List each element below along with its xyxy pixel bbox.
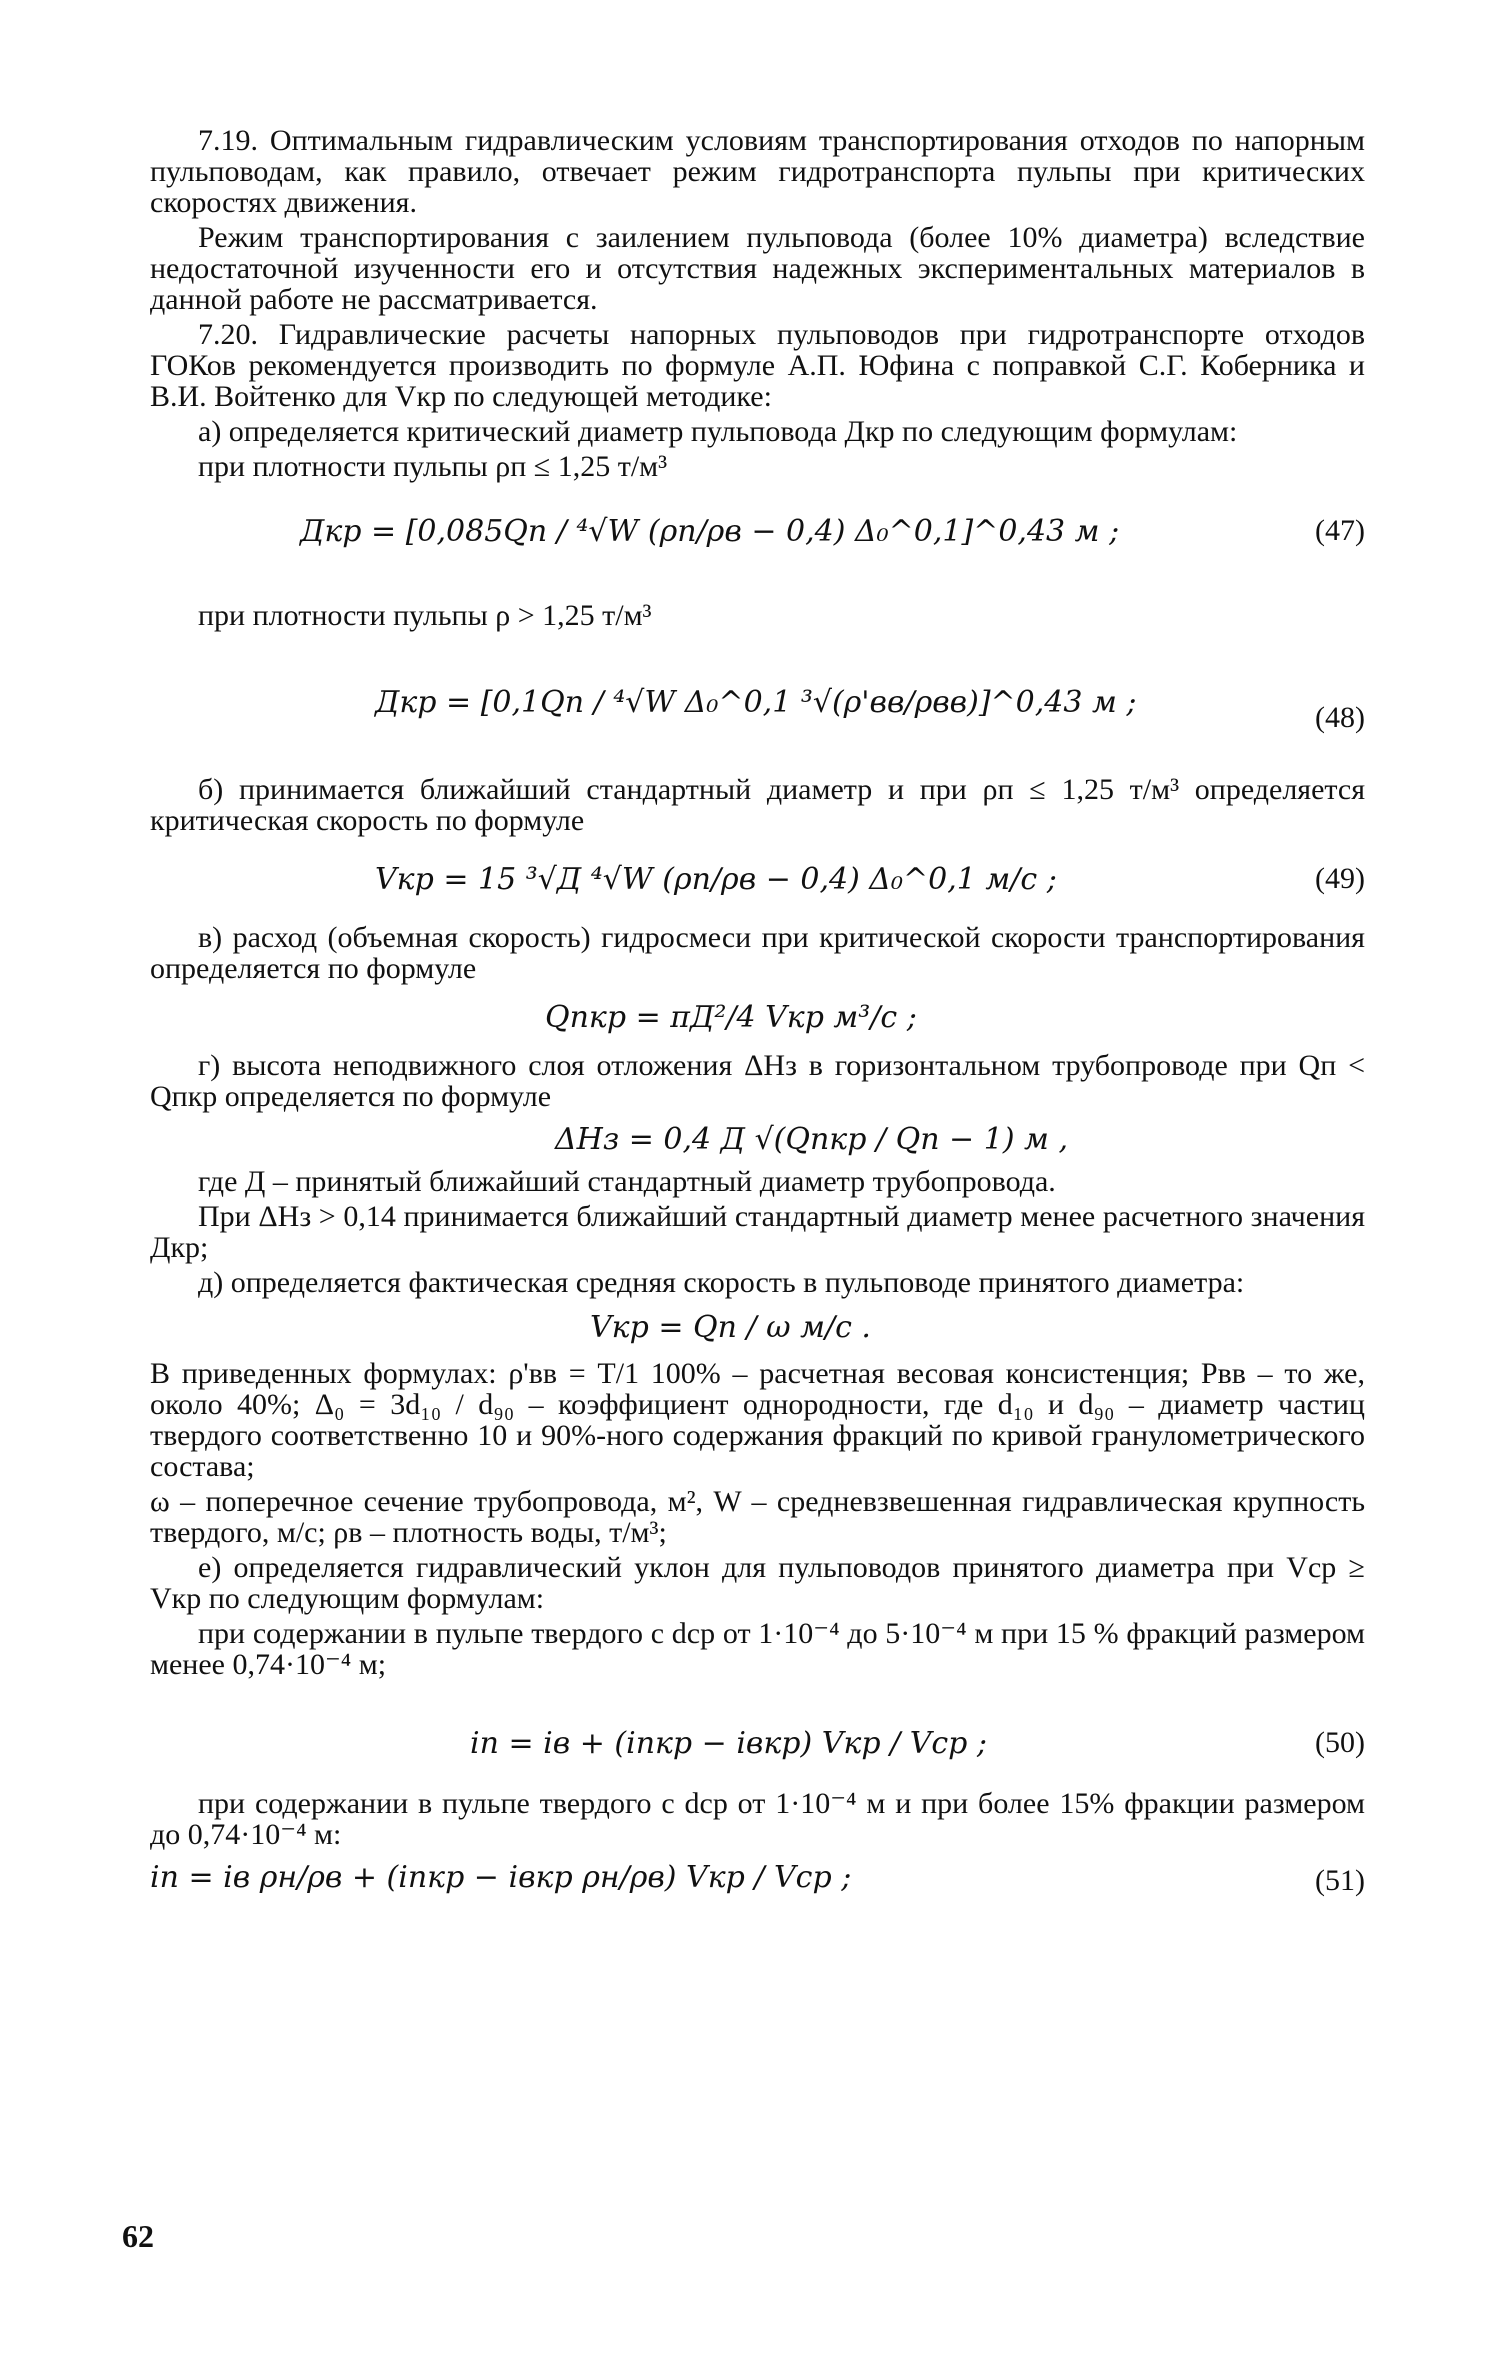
formula-50-number: (50) — [1315, 1726, 1365, 1759]
formula-47-number: (47) — [1315, 514, 1365, 547]
formula-48-expression: Дкр = [0,1Qп / ⁴√W Δ₀^0,1 ³√(ρ'вв/ρвв)]^0,43 м ; — [375, 685, 1137, 720]
formula-50-expression: iп = iв + (iпкр − iвкр) Vкр / Vср ; — [470, 1726, 988, 1761]
formula-48-number: (48) — [1315, 701, 1365, 734]
content-condition-1: при содержании в пульпе твердого с dср от 1·10⁻⁴ до 5·10⁻⁴ м при 15 % фракций размером менее 0,74·10⁻⁴ м; — [150, 1617, 1365, 1681]
item-e: е) определяется гидравлический уклон для пульповодов принятого диаметра при Vср ≥ Vкр по следующим формулам: — [150, 1551, 1365, 1615]
page-content — [150, 125, 1365, 1910]
content-condition-2: при содержании в пульпе твердого с dср от 1·10⁻⁴ м и при более 15% фракции размером до 0,74·10⁻⁴ м: — [150, 1787, 1365, 1851]
formula-velocity — [150, 1302, 1365, 1354]
formula-49 — [150, 840, 1365, 918]
where-d: где Д – принятый ближайший стандартный диаметр трубопровода. — [198, 1165, 1056, 1198]
formula-51 — [150, 1854, 1365, 1906]
formula-47-expression: Дкр = [0,085Qп / ⁴√W (ρп/ρв − 0,4) Δ₀^0,1]^0,43 м ; — [300, 514, 1120, 549]
formula-discharge — [150, 988, 1365, 1046]
notation-1: В приведенных формулах: ρ'вв = Т/1 100% – расчетная весовая консистенция; Pвв – то же, около 40%; Δ₀ = 3d₁₀ / d₉₀ – коэффициент однородности, где d₁₀ и d₉₀ – диаметр частиц твердого соответственно 10 и 90%-ного содержания фракций по кривой гранулометрического состава; — [150, 1357, 1365, 1483]
paragraph-7-20: 7.20. Гидравлические расчеты напорных пульповодов при гидротранспорте отходов ГОКов рекомендуется производить по формуле А.П. Юфина с поправкой С.Г. Коберника и В.И. Войтенко для Vкр по следующей методике: — [150, 318, 1365, 413]
formula-50 — [150, 1684, 1365, 1784]
formula-51-expression: iп = iв ρн/ρв + (iпкр − iвкр ρн/ρв) Vкр / Vср ; — [150, 1860, 852, 1895]
item-b: б) принимается ближайший стандартный диаметр и при ρп ≤ 1,25 т/м³ определяется критическая скорость по формуле — [150, 773, 1365, 837]
notation-2: ω – поперечное сечение трубопровода, м², W – средневзвешенная гидравлическая крупность твердого, м/с; ρв – плотность воды, т/м³; — [150, 1485, 1365, 1549]
item-v: в) расход (объемная скорость) гидросмеси при критической скорости транспортирования определяется по формуле — [150, 921, 1365, 985]
formula-51-number: (51) — [1315, 1864, 1365, 1897]
formula-deposit-height-expression: ΔНз = 0,4 Д √(Qпкр / Qп − 1) м , — [555, 1122, 1069, 1157]
item-d: д) определяется фактическая средняя скорость в пульповоде принятого диаметра: — [198, 1266, 1245, 1299]
density-condition-1: при плотности пульпы ρп ≤ 1,25 т/м³ — [198, 450, 668, 483]
formula-velocity-expression: Vкр = Qп / ω м/с . — [590, 1310, 871, 1345]
deposit-note: При ΔНз > 0,14 принимается ближайший стандартный диаметр менее расчетного значения Дкр; — [150, 1200, 1365, 1264]
item-a: а) определяется критический диаметр пульповода Дкр по следующим формулам: — [198, 415, 1238, 448]
density-condition-2: при плотности пульпы ρ > 1,25 т/м³ — [198, 599, 652, 632]
formula-discharge-expression: Qпкр = πД²/4 Vкр м³/с ; — [545, 1000, 917, 1035]
item-g: г) высота неподвижного слоя отложения ΔНз в горизонтальном трубопроводе при Qп < Qпкр определяется по формуле — [150, 1049, 1365, 1113]
formula-deposit-height — [150, 1116, 1365, 1162]
formula-49-expression: Vкр = 15 ³√Д ⁴√W (ρп/ρв − 0,4) Δ₀^0,1 м/с ; — [375, 862, 1057, 897]
paragraph-7-19: 7.19. Оптимальным гидравлическим условиям транспортирования отходов по напорным пульповодам, как правило, отвечает режим гидротранспорта пульпы при критических скоростях движения. — [150, 124, 1365, 219]
page-number: 62 — [122, 2218, 154, 2254]
formula-47 — [150, 486, 1365, 596]
formula-48 — [150, 635, 1365, 770]
formula-49-number: (49) — [1315, 862, 1365, 895]
paragraph-silting: Режим транспортирования с заилением пульповода (более 10% диаметра) вследствие недостаточной изученности его и отсутствия надежных экспериментальных материалов в данной работе не рассматривается. — [150, 221, 1365, 316]
